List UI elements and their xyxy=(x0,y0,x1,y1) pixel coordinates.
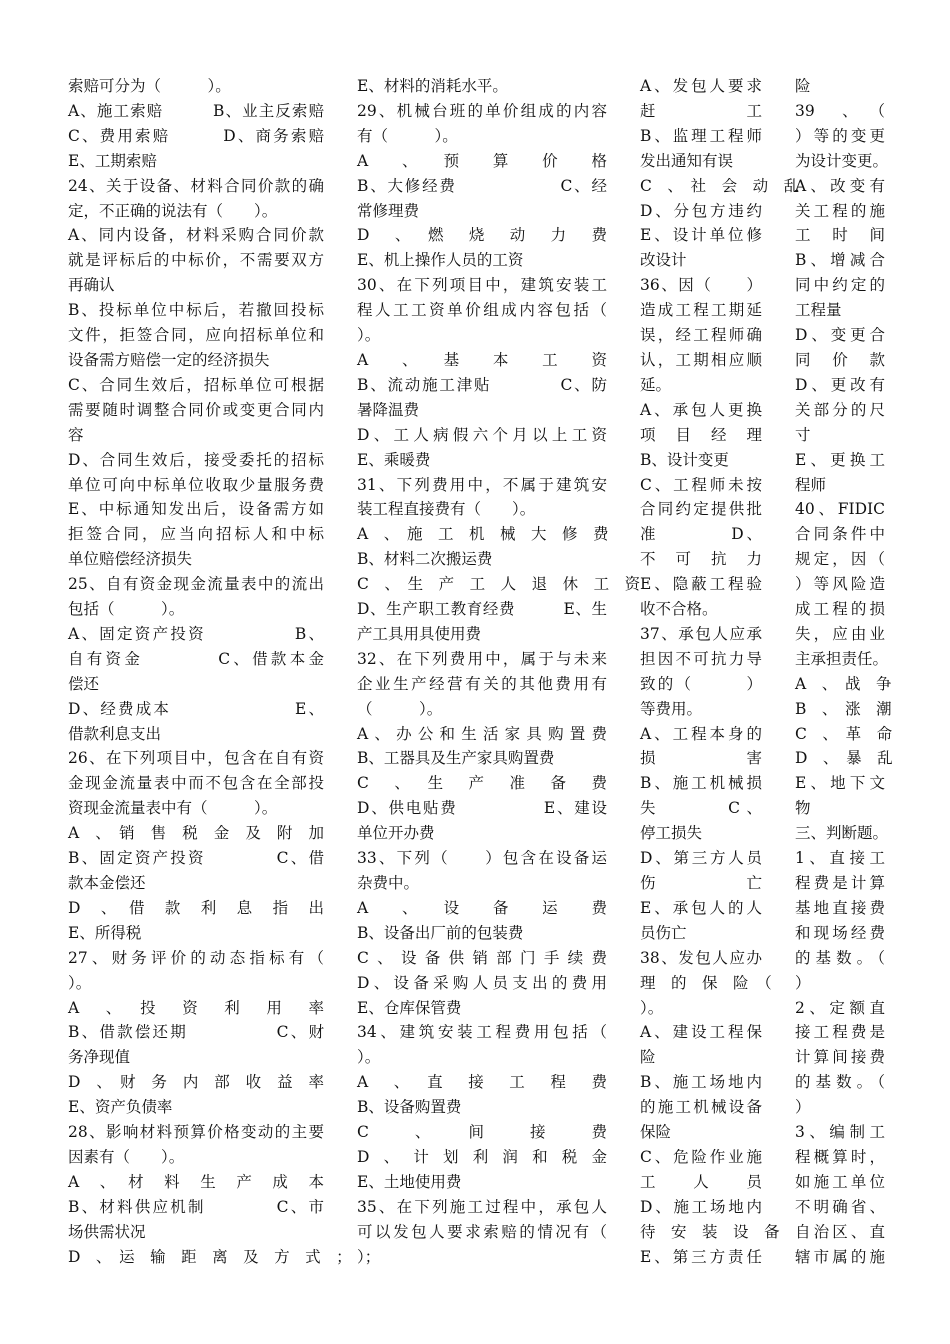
text-line: ） xyxy=(795,1098,811,1117)
text-line: E、承包人的人 xyxy=(640,898,762,917)
text-line: B、设计变更 xyxy=(640,450,729,469)
text-line: ） xyxy=(795,973,811,992)
text-line: 25、自有资金现金流量表中的流出 xyxy=(68,575,324,594)
text-line: E、机上操作人员的工资 xyxy=(357,251,524,270)
text-line: ）。 xyxy=(68,973,92,992)
text-line: 担因不可抗力导 xyxy=(640,649,762,668)
text-line: 可以发包人要求索赔的情况有（ xyxy=(357,1222,607,1241)
text-line: 37、承包人应承 xyxy=(640,624,762,643)
text-line: 三、判断题。 xyxy=(795,824,889,843)
text-line: B、固定资产投资 C、借 xyxy=(68,849,324,868)
text-line: C、费用索赔 D、商务索赔 xyxy=(68,126,324,145)
text-line: 3、编制工 xyxy=(795,1123,885,1142)
text-line: 为设计变更。 xyxy=(795,151,889,170)
text-line: B、大修经费 C、经 xyxy=(357,176,607,195)
text-line: E、乘暖费 xyxy=(357,450,431,469)
text-line: 停工损失 xyxy=(640,824,703,843)
text-line: 关部分的尺 xyxy=(795,400,885,419)
text-line: A、发包人要求 xyxy=(640,77,762,95)
text-line: C 、 生 产 准 备 费 xyxy=(357,774,607,793)
text-line: B、工器具及生产家具购置费 xyxy=(357,749,555,768)
text-line: 需要随时调整合同价或变更合同内 xyxy=(68,400,324,419)
text-line: 误，经工程师确 xyxy=(640,326,762,345)
text-line: D、生产职工教育经费 E、生 xyxy=(357,600,607,619)
text-line: A 、 基 本 工 资 xyxy=(357,350,607,369)
text-line: 程人工工资单价组成内容包括（ xyxy=(357,301,607,320)
text-line: E、地下文 xyxy=(795,774,885,793)
text-line: ）。 xyxy=(357,326,381,345)
text-line: 自有资金 C、借款本金 xyxy=(68,649,324,668)
text-line: E、更换工 xyxy=(795,450,885,469)
text-line: E、第三方责任 xyxy=(640,1247,762,1266)
text-line: 工 时 间 xyxy=(795,226,885,245)
text-line: D 、 借 款 利 息 指 出 xyxy=(68,898,324,917)
text-line: D 、 暴 乱 xyxy=(795,749,893,768)
text-line: B、设备出厂前的包装费 xyxy=(357,923,524,942)
text-line: C 、 社 会 动 乱 xyxy=(640,176,800,195)
text-line: 如施工单位 xyxy=(795,1172,885,1191)
text-line: 产工具用具使用费 xyxy=(357,624,482,643)
text-line: 收不合格。 xyxy=(640,600,718,619)
text-line: 成工程的损 xyxy=(795,600,885,619)
text-line: 的基数。（ xyxy=(795,948,885,967)
text-line: 索赔可分为（ ）。 xyxy=(68,77,231,95)
text-line: 延。 xyxy=(640,375,672,394)
text-line: B、流动施工津贴 C、防 xyxy=(357,375,607,394)
text-column-2 xyxy=(357,74,641,1270)
text-line: A、工程本身的 xyxy=(640,724,762,743)
text-line: 保险 xyxy=(640,1123,672,1142)
text-line: 39 、 （ xyxy=(795,101,885,120)
text-line: 的施工机械设备 xyxy=(640,1098,762,1117)
text-line: 失，应由业 xyxy=(795,624,885,643)
text-line: 接工程费是 xyxy=(795,1023,885,1042)
text-line: 伤 亡 xyxy=(640,874,762,892)
text-line: 借款利息支出 xyxy=(68,724,162,743)
text-line: A 、 投 资 利 用 率 xyxy=(68,998,324,1017)
text-line: 因素有（ ）。 xyxy=(68,1147,185,1166)
text-line: E、隐蔽工程验 xyxy=(640,575,762,594)
text-line: A、承包人更换 xyxy=(640,400,762,419)
text-line: 程师 xyxy=(795,475,827,494)
text-line: 项 目 经 理 xyxy=(640,425,762,444)
text-line: C、设备供销部门手续费 xyxy=(357,948,607,967)
text-line: B、材料供应机制 C、市 xyxy=(68,1197,324,1216)
text-line: 31、下列费用中，不属于建筑安 xyxy=(357,475,607,494)
text-line: 偿还 xyxy=(68,674,100,693)
text-line: 改设计 xyxy=(640,251,687,270)
text-line: 等费用。 xyxy=(640,699,703,718)
text-line: E、所得税 xyxy=(68,923,142,942)
text-line: A 、 施 工 机 械 大 修 费 xyxy=(357,525,609,544)
text-line: 34、建筑安装工程费用包括（ xyxy=(357,1023,607,1042)
text-line: 辖市属的施 xyxy=(795,1247,885,1266)
text-line: 32、在下列费用中，属于与未来 xyxy=(357,649,607,668)
text-line: 27、财务评价的动态指标有（ xyxy=(68,948,324,967)
text-line: 暑降温费 xyxy=(357,400,420,419)
text-line: 装工程直接费有（ ）。 xyxy=(357,500,536,519)
text-line: 程费是计算 xyxy=(795,874,885,892)
text-line: 同中约定的 xyxy=(795,276,885,295)
text-line: 关工程的施 xyxy=(795,201,885,220)
text-line: 容 xyxy=(68,425,84,444)
text-line: 工程量 xyxy=(795,301,842,320)
text-line: C、工程师未按 xyxy=(640,475,762,494)
text-line: A 、 设 备 运 费 xyxy=(357,898,607,917)
text-line: ）； xyxy=(357,1247,381,1266)
text-line: B、施工机械损 xyxy=(640,774,762,793)
text-line: 规定，因（ xyxy=(795,550,885,569)
text-line: 合同约定提供批 xyxy=(640,500,762,519)
text-line: D、经费成本 E、 xyxy=(68,699,324,718)
text-line: D、计划利润和税金 xyxy=(357,1147,607,1166)
text-line: ）。 xyxy=(640,998,664,1017)
text-line: D 、 运 输 距 离 及 方 式 ； xyxy=(68,1247,352,1266)
text-line: 失 C、 xyxy=(640,799,762,818)
text-line: 物 xyxy=(795,799,811,818)
text-line: A、施工索赔 B、业主反索赔 xyxy=(68,101,324,120)
text-line: A 、 战 争 xyxy=(795,674,892,693)
text-line: A、同内设备，材料采购合同价款 xyxy=(68,226,324,245)
text-line: D 、 燃 烧 动 力 费 xyxy=(357,226,607,245)
text-line: 设备需方赔偿一定的经济损失 xyxy=(68,350,270,369)
text-line: 单位开办费 xyxy=(357,824,435,843)
text-line: 赶 工 xyxy=(640,101,762,120)
text-line: A 、 直 接 工 程 费 xyxy=(357,1073,607,1092)
text-line: 杂费中。 xyxy=(357,874,420,892)
text-line: 自治区、直 xyxy=(795,1222,885,1241)
text-line: 同 价 款 xyxy=(795,350,885,369)
text-line: E、设计单位修 xyxy=(640,226,762,245)
text-line: E、土地使用费 xyxy=(357,1172,462,1191)
text-line: 主承担责任。 xyxy=(795,649,889,668)
text-line: 拒签合同，应当向招标人和中标 xyxy=(68,525,324,544)
text-line: D、合同生效后，接受委托的招标 xyxy=(68,450,324,469)
text-line: 程概算时， xyxy=(795,1147,885,1166)
text-line: 险 xyxy=(795,77,811,95)
text-line: 40、FIDIC xyxy=(795,500,885,519)
text-line: 包括（ ）。 xyxy=(68,600,185,619)
text-line: B、借款偿还期 C、财 xyxy=(68,1023,324,1042)
text-line: A、改变有 xyxy=(795,176,885,195)
text-line: 工 人 员 xyxy=(640,1172,762,1191)
text-line: A、建设工程保 xyxy=(640,1023,762,1042)
text-line: E、材料的消耗水平。 xyxy=(357,77,508,95)
text-line: B、施工场地内 xyxy=(640,1073,762,1092)
text-line: 造成工程工期延 xyxy=(640,301,762,320)
text-line: 发出通知有误 xyxy=(640,151,734,170)
text-line: 合同条件中 xyxy=(795,525,885,544)
text-line: 员伤亡 xyxy=(640,923,687,942)
text-line: D、分包方违约 xyxy=(640,201,762,220)
text-line: 损 害 xyxy=(640,749,762,768)
text-line: D、第三方人员 xyxy=(640,849,762,868)
text-line: 的基数。（ xyxy=(795,1073,885,1092)
text-line: E、工期索赔 xyxy=(68,151,157,170)
text-line: A 、 预 算 价 格 xyxy=(357,151,607,170)
text-line: （ ）。 xyxy=(357,699,443,718)
text-line: 险 xyxy=(640,1048,656,1067)
text-line: D 、 财 务 内 部 收 益 率 xyxy=(68,1073,324,1092)
text-line: 不 可 抗 力 xyxy=(640,550,762,569)
text-line: 再确认 xyxy=(68,276,115,295)
text-line: 准 D、 xyxy=(640,525,762,544)
text-line: 38、发包人应办 xyxy=(640,948,762,967)
text-line: 24、关于设备、材料合同价款的确 xyxy=(68,176,324,195)
text-line: 企业生产经营有关的其他费用有 xyxy=(357,674,607,693)
text-line: B 、 涨 潮 xyxy=(795,699,892,718)
text-line: A 、 材 料 生 产 成 本 xyxy=(68,1172,324,1191)
text-line: 1、直接工 xyxy=(795,849,885,868)
text-line: C 、 革 命 xyxy=(795,724,893,743)
text-line: 不明确省、 xyxy=(795,1197,885,1216)
text-line: E、资产负债率 xyxy=(68,1098,173,1117)
text-line: 场供需状况 xyxy=(68,1222,146,1241)
text-line: 认，工期相应顺 xyxy=(640,350,762,369)
text-line: D、变更合 xyxy=(795,326,885,345)
text-line: 单位赔偿经济损失 xyxy=(68,550,193,569)
text-line: 就是评标后的中标价，不需要双方 xyxy=(68,251,324,270)
text-line: E、中标通知发出后，设备需方如 xyxy=(68,500,324,519)
text-column-3 xyxy=(640,74,800,1270)
text-line: 36、因（ ） xyxy=(640,276,762,295)
text-line: 有（ ）。 xyxy=(357,126,458,145)
text-line: C、合同生效后，招标单位可根据 xyxy=(68,375,324,394)
text-line: 文件，拒签合同，应向招标单位和 xyxy=(68,326,324,345)
text-line: A 、 销 售 税 金 及 附 加 xyxy=(68,824,324,843)
text-line: 理 的 保 险 （ xyxy=(640,973,772,992)
text-line: 30、在下列项目中，建筑安装工 xyxy=(357,276,607,295)
text-line: 寸 xyxy=(795,425,811,444)
text-line: A、固定资产投资 B、 xyxy=(68,624,324,643)
text-line: 29、机械台班的单价组成的内容 xyxy=(357,101,607,120)
text-line: 单位可向中标单位收取少量服务费 xyxy=(68,475,324,494)
text-line: ）。 xyxy=(357,1048,381,1067)
text-line: 资现金流量表中有（ ）。 xyxy=(68,799,278,818)
text-line: D、施工场地内 xyxy=(640,1197,762,1216)
text-line: D、供电贴费 E、建设 xyxy=(357,799,607,818)
text-line: 常修理费 xyxy=(357,201,420,220)
text-line: A、办公和生活家具购置费 xyxy=(357,724,607,743)
text-line: 致的（ ） xyxy=(640,674,762,693)
text-line: ）等的变更 xyxy=(795,126,885,145)
text-line: B、增减合 xyxy=(795,251,885,270)
text-line: E、仓库保管费 xyxy=(357,998,462,1017)
text-line: ）等风险造 xyxy=(795,575,885,594)
text-line: C、危险作业施 xyxy=(640,1147,762,1166)
text-line: D、工人病假六个月以上工资 xyxy=(357,425,607,444)
text-line: B、设备购置费 xyxy=(357,1098,462,1117)
text-line: C 、 间 接 费 xyxy=(357,1123,607,1142)
text-line: 26、在下列项目中，包含在自有资 xyxy=(68,749,324,768)
text-line: B、材料二次搬运费 xyxy=(357,550,493,569)
text-line: 和现场经费 xyxy=(795,923,885,942)
text-line: D、更改有 xyxy=(795,375,885,394)
text-column-1 xyxy=(68,74,352,1270)
text-line: 计算间接费 xyxy=(795,1048,885,1067)
text-line: B、监理工程师 xyxy=(640,126,762,145)
text-line: 定，不正确的说法有（ ）。 xyxy=(68,201,278,220)
text-line: 2、定额直 xyxy=(795,998,885,1017)
text-line: 35、在下列施工过程中，承包人 xyxy=(357,1197,607,1216)
text-line: 28、影响材料预算价格变动的主要 xyxy=(68,1123,324,1142)
text-line: 金现金流量表中而不包含在全部投 xyxy=(68,774,324,793)
text-line: D、设备采购人员支出的费用 xyxy=(357,973,607,992)
text-line: 待 安 装 设 备 xyxy=(640,1222,780,1241)
text-column-4 xyxy=(795,74,893,1270)
text-line: 款本金偿还 xyxy=(68,874,146,892)
text-line: 务净现值 xyxy=(68,1048,131,1067)
text-line: C 、 生 产 工 人 退 休 工 资 xyxy=(357,575,641,594)
text-line: B、投标单位中标后，若撤回投标 xyxy=(68,301,324,320)
text-line: 33、下列（ ）包含在设备运 xyxy=(357,849,607,868)
text-line: 基地直接费 xyxy=(795,898,885,917)
